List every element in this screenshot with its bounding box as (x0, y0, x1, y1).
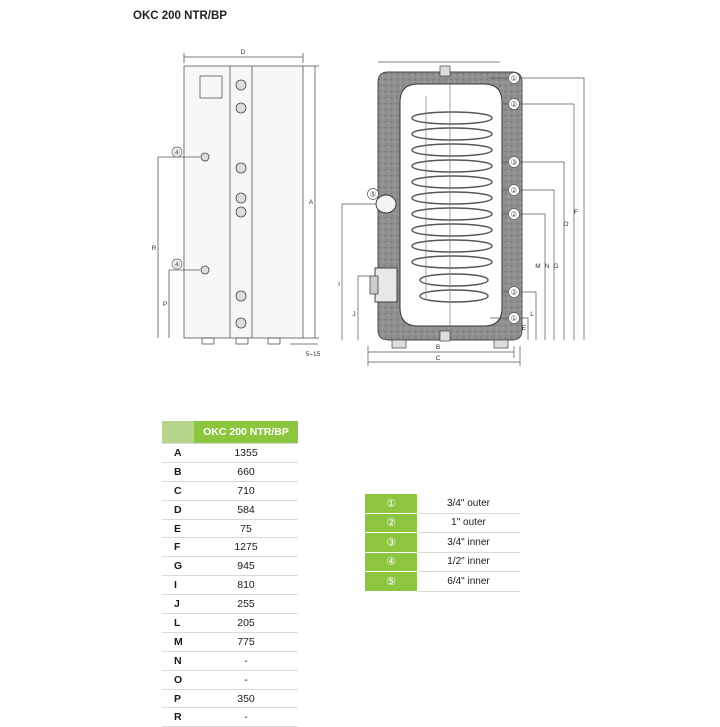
dimension-label: A (162, 444, 194, 463)
front-label-o: O (563, 221, 569, 228)
table-row (365, 533, 520, 553)
table-row (365, 513, 520, 533)
side-callout-4-bottom: ④ (173, 260, 181, 269)
dimension-label: L (162, 614, 194, 633)
front-callout-2-d: ② (510, 288, 518, 297)
dimension-value: 255 (194, 595, 298, 614)
front-label-e: E (521, 325, 527, 332)
table-row (162, 632, 298, 651)
table-row (162, 557, 298, 576)
front-callout-3: ③ (510, 158, 518, 167)
table-row (162, 444, 298, 463)
side-label-r: R (151, 245, 157, 252)
dimension-label: R (162, 708, 194, 727)
fitting (201, 153, 209, 161)
table-row (162, 462, 298, 481)
side-callout-4-top: ④ (173, 148, 181, 157)
fitting (201, 266, 209, 274)
fitting (236, 207, 246, 217)
dimension-label: F (162, 538, 194, 557)
dimension-value: 584 (194, 500, 298, 519)
dimension-label: N (162, 651, 194, 670)
front-label-g: G (553, 263, 559, 270)
table-row (162, 481, 298, 500)
fitting (236, 193, 246, 203)
front-label-l: L (530, 311, 534, 318)
fitting (236, 163, 246, 173)
page-title: OKC 200 NTR/BP (133, 10, 227, 22)
dimension-value: 710 (194, 481, 298, 500)
dimension-value: 75 (194, 519, 298, 538)
front-label-i: I (338, 281, 340, 288)
connection-description: 6/4" inner (417, 572, 520, 592)
inspection-port (376, 195, 396, 213)
dimensions-header-empty (162, 421, 194, 444)
dimension-label: J (162, 595, 194, 614)
dimension-value: 945 (194, 557, 298, 576)
table-row (162, 614, 298, 633)
top-port (440, 66, 450, 76)
front-callout-1-top: ① (510, 74, 518, 83)
dimension-label: O (162, 670, 194, 689)
dimension-value: 660 (194, 462, 298, 481)
front-label-m: M (535, 263, 541, 270)
front-callout-2-b: ② (510, 186, 518, 195)
connection-number: ⑤ (365, 572, 417, 592)
table-row (162, 538, 298, 557)
connection-number: ② (365, 513, 417, 533)
dimension-label: P (162, 689, 194, 708)
side-view-callouts (172, 147, 182, 269)
connection-description: 3/4" inner (417, 533, 520, 553)
table-row (162, 651, 298, 670)
connection-description: 3/4" outer (417, 494, 520, 513)
fitting (236, 318, 246, 328)
fitting (236, 291, 246, 301)
fitting (236, 80, 246, 90)
connection-description: 1" outer (417, 513, 520, 533)
front-label-j: J (352, 311, 356, 318)
front-label-c: C (435, 355, 441, 362)
bottom-port (440, 331, 450, 341)
dimension-value: 205 (194, 614, 298, 633)
front-view (370, 66, 522, 348)
table-row (365, 552, 520, 572)
side-label-a: A (308, 199, 314, 206)
front-callout-2-c: ② (510, 210, 518, 219)
dimensions-header-row (162, 421, 298, 444)
front-label-n: N (544, 263, 550, 270)
fitting (236, 103, 246, 113)
dimension-label: M (162, 632, 194, 651)
dimensions-header: OKC 200 NTR/BP (194, 421, 298, 444)
table-row (365, 494, 520, 513)
dimension-label: D (162, 500, 194, 519)
dimension-label: E (162, 519, 194, 538)
front-callout-1-bottom: ① (510, 314, 518, 323)
table-row (162, 576, 298, 595)
side-label-gap: 5–15 (305, 351, 321, 358)
table-row (162, 689, 298, 708)
front-label-b: B (435, 344, 441, 351)
side-label-p: P (162, 301, 168, 308)
connections-table (365, 494, 520, 592)
connection-description: 1/2" inner (417, 552, 520, 572)
dimension-value: 1355 (194, 444, 298, 463)
dimension-label: G (162, 557, 194, 576)
table-row (365, 572, 520, 592)
connection-number: ① (365, 494, 417, 513)
dimension-value: - (194, 708, 298, 727)
dimension-value: - (194, 651, 298, 670)
connection-number: ④ (365, 552, 417, 572)
front-label-f: F (574, 209, 578, 216)
dimension-value: 350 (194, 689, 298, 708)
dimension-value: 810 (194, 576, 298, 595)
front-callout-5: ⑤ (369, 190, 377, 199)
dimension-value: 775 (194, 632, 298, 651)
table-row (162, 519, 298, 538)
dimension-value: 1275 (194, 538, 298, 557)
dimension-label: I (162, 576, 194, 595)
dimension-label: B (162, 462, 194, 481)
connection-number: ③ (365, 533, 417, 553)
front-callout-2-a: ② (510, 100, 518, 109)
table-row (162, 500, 298, 519)
table-row (162, 708, 298, 727)
table-row (162, 670, 298, 689)
dimension-value: - (194, 670, 298, 689)
dimensions-table (162, 421, 298, 727)
dimension-label: C (162, 481, 194, 500)
side-label-d: D (240, 49, 246, 56)
table-row (162, 595, 298, 614)
